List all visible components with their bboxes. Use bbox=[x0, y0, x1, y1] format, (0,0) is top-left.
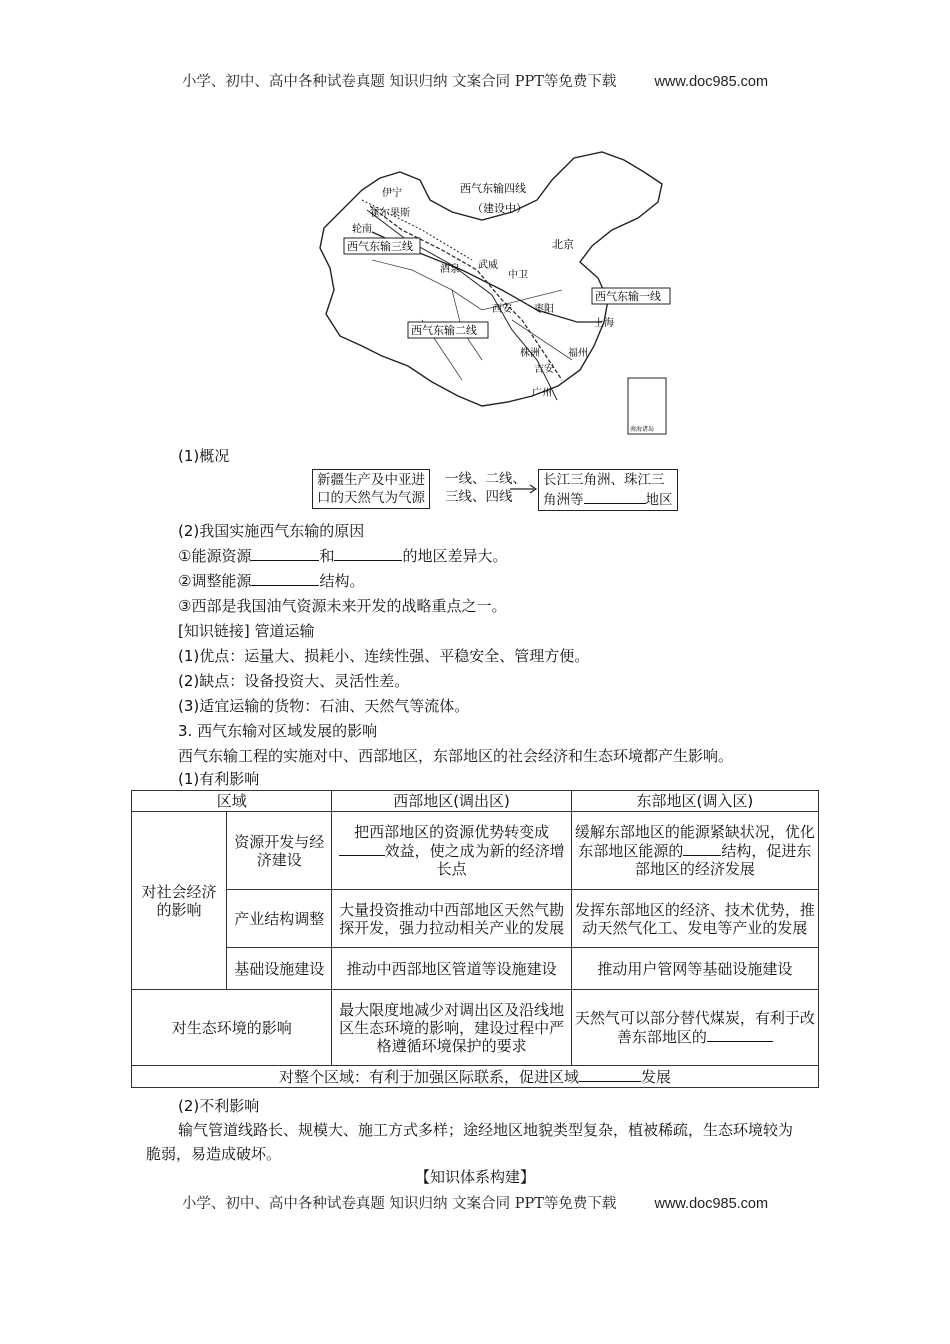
section3-intro: 西气东输工程的实施对中、西部地区，东部地区的社会经济和生态环境都产生影响。 bbox=[178, 747, 734, 765]
td-r2-label: 产业结构调整 bbox=[227, 890, 332, 948]
td-r1-east: 缓解东部地区的能源紧缺状况，优化东部地区能源的 结构，促进东部地区的经济发展 bbox=[571, 812, 818, 890]
overview-heading: (1)概况 bbox=[178, 447, 230, 465]
knowledge-heading: 【知识体系构建】 bbox=[414, 1168, 535, 1186]
city-jian: 吉安 bbox=[534, 364, 554, 375]
adverse-paragraph: 输气管道线路长、规模大、施工方式多样；途经地区地貌类型复杂，植被稀疏，生态环境较为脆弱，易造成破坏。 bbox=[146, 1121, 794, 1163]
reason-3: ③西部是我国油气资源未来开发的战略重点之一。 bbox=[178, 597, 507, 615]
link-p2: (2)缺点：设备投资大、灵活性差。 bbox=[178, 672, 410, 690]
section3-heading: 3. 西气东输对区域发展的影响 bbox=[178, 722, 378, 740]
label-line4-sub: （建设中） bbox=[472, 202, 527, 215]
reason-2: ②调整能源 结构。 bbox=[178, 572, 365, 590]
link-p1: (1)优点：运量大、损耗小、连续性强、平稳安全、管理方便。 bbox=[178, 647, 590, 665]
city-xian: 西安 bbox=[492, 304, 512, 315]
section3-sub1: (1)有利影响 bbox=[178, 770, 260, 788]
flow-box-source: 新疆生产及中亚进 口的天然气为气源 bbox=[312, 469, 430, 509]
link-p3: (3)适宜运输的货物：石油、天然气等流体。 bbox=[178, 697, 470, 715]
page-header bbox=[0, 70, 950, 91]
th-west: 西部地区(调出区) bbox=[332, 791, 571, 812]
city-wuwei: 武威 bbox=[478, 260, 498, 271]
overview-flow bbox=[312, 469, 682, 509]
th-east: 东部地区(调入区) bbox=[571, 791, 818, 812]
td-r3-label: 基础设施建设 bbox=[227, 948, 332, 990]
flow-box-target: 长江三角洲、珠江三 角洲等 地区 bbox=[538, 469, 678, 511]
label-line3: 西气东输三线 bbox=[347, 240, 413, 253]
link-heading: [知识链接] 管道运输 bbox=[178, 622, 315, 640]
city-guangzhou: 广州 bbox=[532, 388, 552, 399]
header-text: 小学、初中、高中各种试卷真题 知识归纳 文案合同 PPT等免费下载 bbox=[181, 74, 617, 90]
reason-1: ①能源资源 和 的地区差异大。 bbox=[178, 547, 508, 565]
reasons-heading: (2)我国实施西气东输的原因 bbox=[178, 522, 365, 540]
city-shanghai: 上海 bbox=[594, 318, 614, 329]
city-jiuquan: 酒泉 bbox=[440, 264, 460, 275]
city-zaoyang: 枣阳 bbox=[534, 304, 554, 315]
city-fuzhou: 福州 bbox=[568, 348, 588, 359]
page-footer bbox=[0, 1192, 950, 1213]
city-zhongwei: 中卫 bbox=[508, 270, 528, 281]
flow-arrow-label: 一线、二线、 三线、四线 bbox=[445, 471, 526, 505]
label-line1: 西气东输一线 bbox=[595, 290, 661, 303]
city-yining: 伊宁 bbox=[382, 188, 402, 199]
td-eco-label: 对生态环境的影响 bbox=[132, 990, 332, 1066]
footer-site[interactable]: www.doc985.com bbox=[654, 1196, 769, 1212]
td-social-label: 对社会经济的影响 bbox=[132, 812, 227, 990]
label-line4: 西气东输四线 bbox=[460, 182, 526, 195]
footer-text: 小学、初中、高中各种试卷真题 知识归纳 文案合同 PPT等免费下载 bbox=[181, 1196, 617, 1212]
city-zhuzhou: 株洲 bbox=[520, 348, 540, 359]
td-eco-east: 天然气可以部分替代煤炭，有利于改善东部地区的 bbox=[571, 990, 818, 1066]
flow-arrow-icon bbox=[510, 483, 538, 495]
section3-sub2: (2)不利影响 bbox=[178, 1097, 260, 1115]
city-lunnan: 轮南 bbox=[352, 224, 372, 235]
td-r1-west: 把西部地区的资源优势转变成效益，使之成为新的经济增长点 bbox=[332, 812, 571, 890]
gas-pipeline-map bbox=[312, 150, 672, 437]
inset-label: 南海诸岛 bbox=[630, 426, 655, 433]
header-site[interactable]: www.doc985.com bbox=[654, 74, 769, 90]
city-beijing: 北京 bbox=[552, 238, 574, 251]
td-r2-east: 发挥东部地区的经济、技术优势，推动天然气化工、发电等产业的发展 bbox=[571, 890, 818, 948]
td-r3-west: 推动中西部地区管道等设施建设 bbox=[332, 948, 571, 990]
th-region: 区域 bbox=[132, 791, 332, 812]
td-r2-west: 大量投资推动中西部地区天然气勘探开发，强力拉动相关产业的发展 bbox=[332, 890, 571, 948]
city-khorgos: 霍尔果斯 bbox=[370, 208, 410, 219]
td-r1-label: 资源开发与经济建设 bbox=[227, 812, 332, 890]
td-whole: 对整个区域：有利于加强区际联系，促进区域 发展 bbox=[132, 1066, 819, 1088]
label-line2: 西气东输二线 bbox=[411, 324, 477, 337]
td-eco-west: 最大限度地减少对调出区及沿线地区生态环境的影响，建设过程中严格遵循环境保护的要求 bbox=[332, 990, 571, 1066]
td-r3-east: 推动用户管网等基础设施建设 bbox=[571, 948, 818, 990]
impact-table bbox=[131, 790, 819, 1088]
